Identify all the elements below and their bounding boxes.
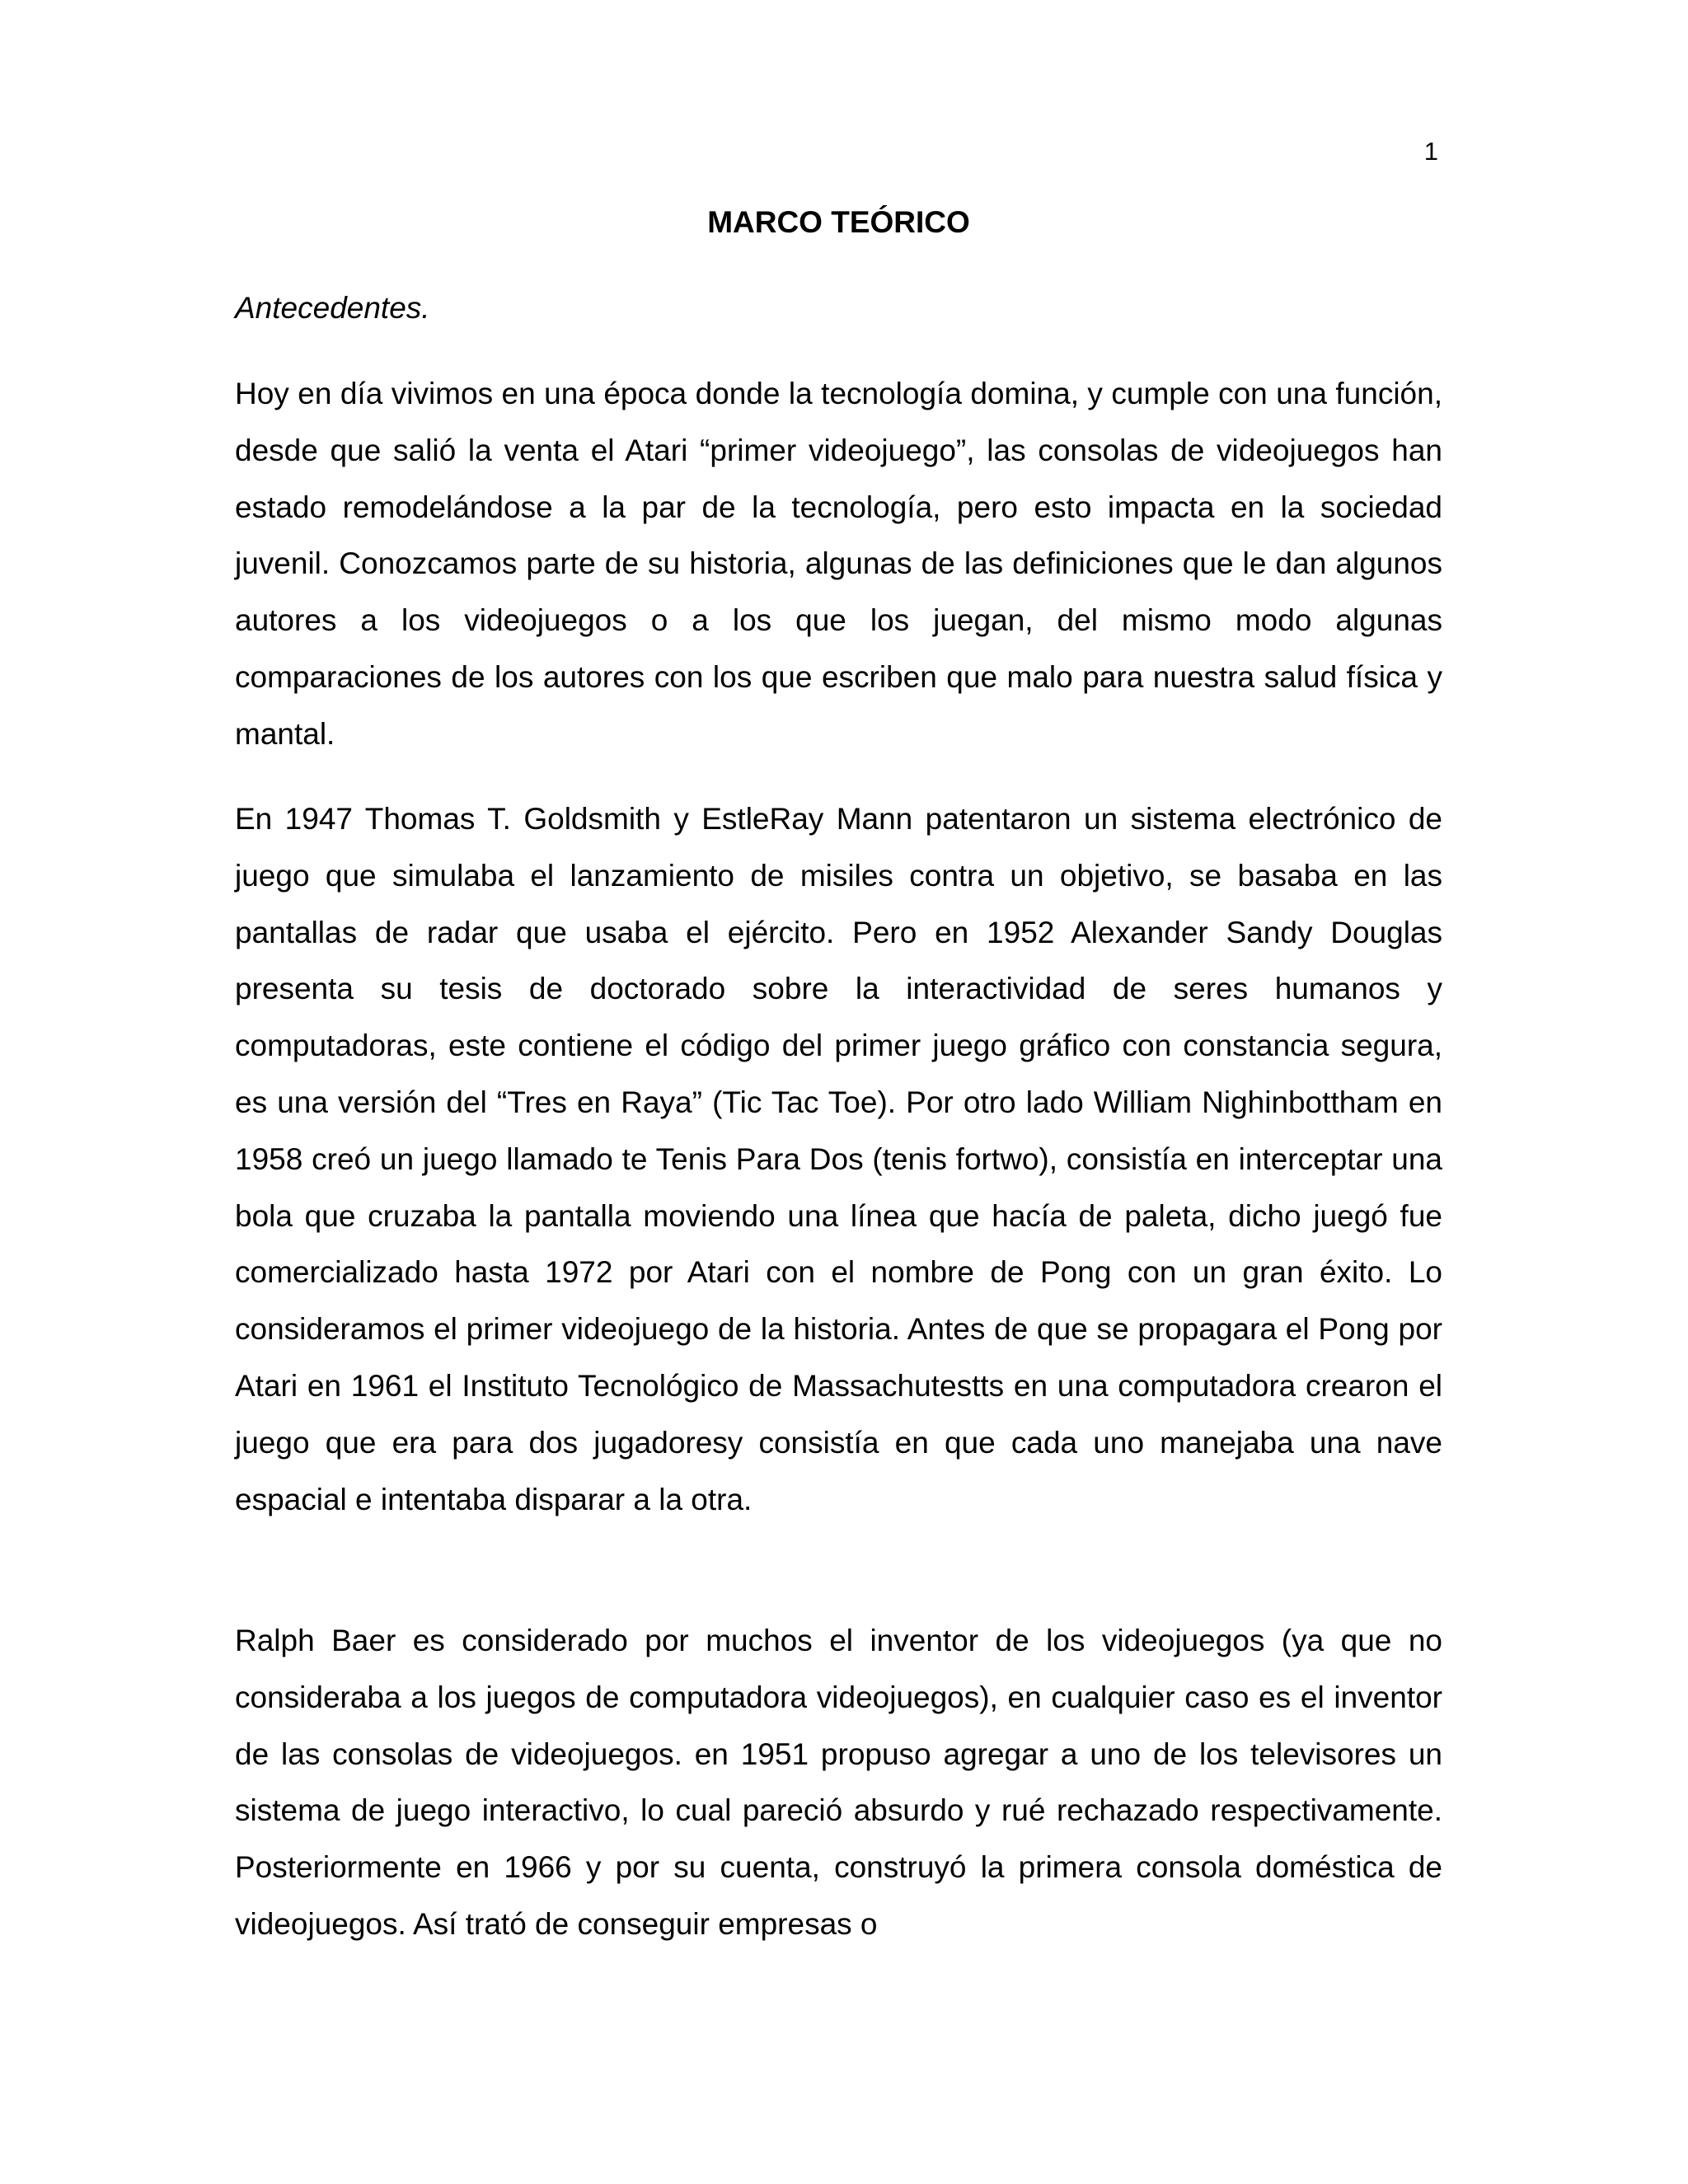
paragraph: En 1947 Thomas T. Goldsmith y EstleRay Mann patentaron un sistema electrónico de juego que simulaba el lanzamiento de misiles contra un objetivo, se basaba en las pantallas de radar que usaba el ejército. Pero en 1952 Alexander Sandy Douglas presenta su tesis de doctorado sobre la interactividad de seres humanos y computadoras, este contiene el código del primer juego gráfico con constancia segura, es una versión del “Tres en Raya” (Tic Tac Toe). Por otro lado William Nighinbottham en 1958 creó un juego llamado te Tenis Para Dos (tenis fortwo), consistía en interceptar una bola que cruzaba la pantalla moviendo una línea que hacía de paleta, dicho juegó fue comercializado hasta 1972 por Atari con el nombre de Pong con un gran éxito. Lo consideramos el primer videojuego de la historia. Antes de que se propagara el Pong por Atari en 1961 el Instituto Tecnológico de Massachutestts en una computadora crearon el juego que era para dos jugadoresy consistía en que cada uno manejaba una nave espacial e intentaba disparar a la otra.	[235, 802, 1442, 1516]
page-number: 1	[1423, 137, 1438, 166]
page-title: MARCO TEÓRICO	[707, 205, 970, 239]
section-heading: Antecedentes.	[235, 291, 430, 325]
paragraph: Ralph Baer es considerado por muchos el inventor de los videojuegos (ya que no consideraba a los juegos de computadora videojuegos), en cualquier caso es el inventor de las consolas de videojuegos. en 1951 propuso agregar a uno de los televisores un sistema de juego interactivo, lo cual pareció absurdo y rué rechazado respectivamente. Posteriormente en 1966 y por su cuenta, construyó la primera consola doméstica de videojuegos. Así trató de conseguir empresas o	[235, 1624, 1442, 1941]
paragraph: Hoy en día vivimos en una época donde la tecnología domina, y cumple con una función, desde que salió la venta el Atari “primer videojuego”, las consolas de videojuegos han estado remodelándose a la par de la tecnología, pero esto impacta en la sociedad juvenil. Conozcamos parte de su historia, algunas de las definiciones que le dan algunos autores a los videojuegos o a los que los juegan, del mismo modo algunas comparaciones de los autores con los que escriben que malo para nuestra salud física y mantal.	[235, 377, 1442, 751]
